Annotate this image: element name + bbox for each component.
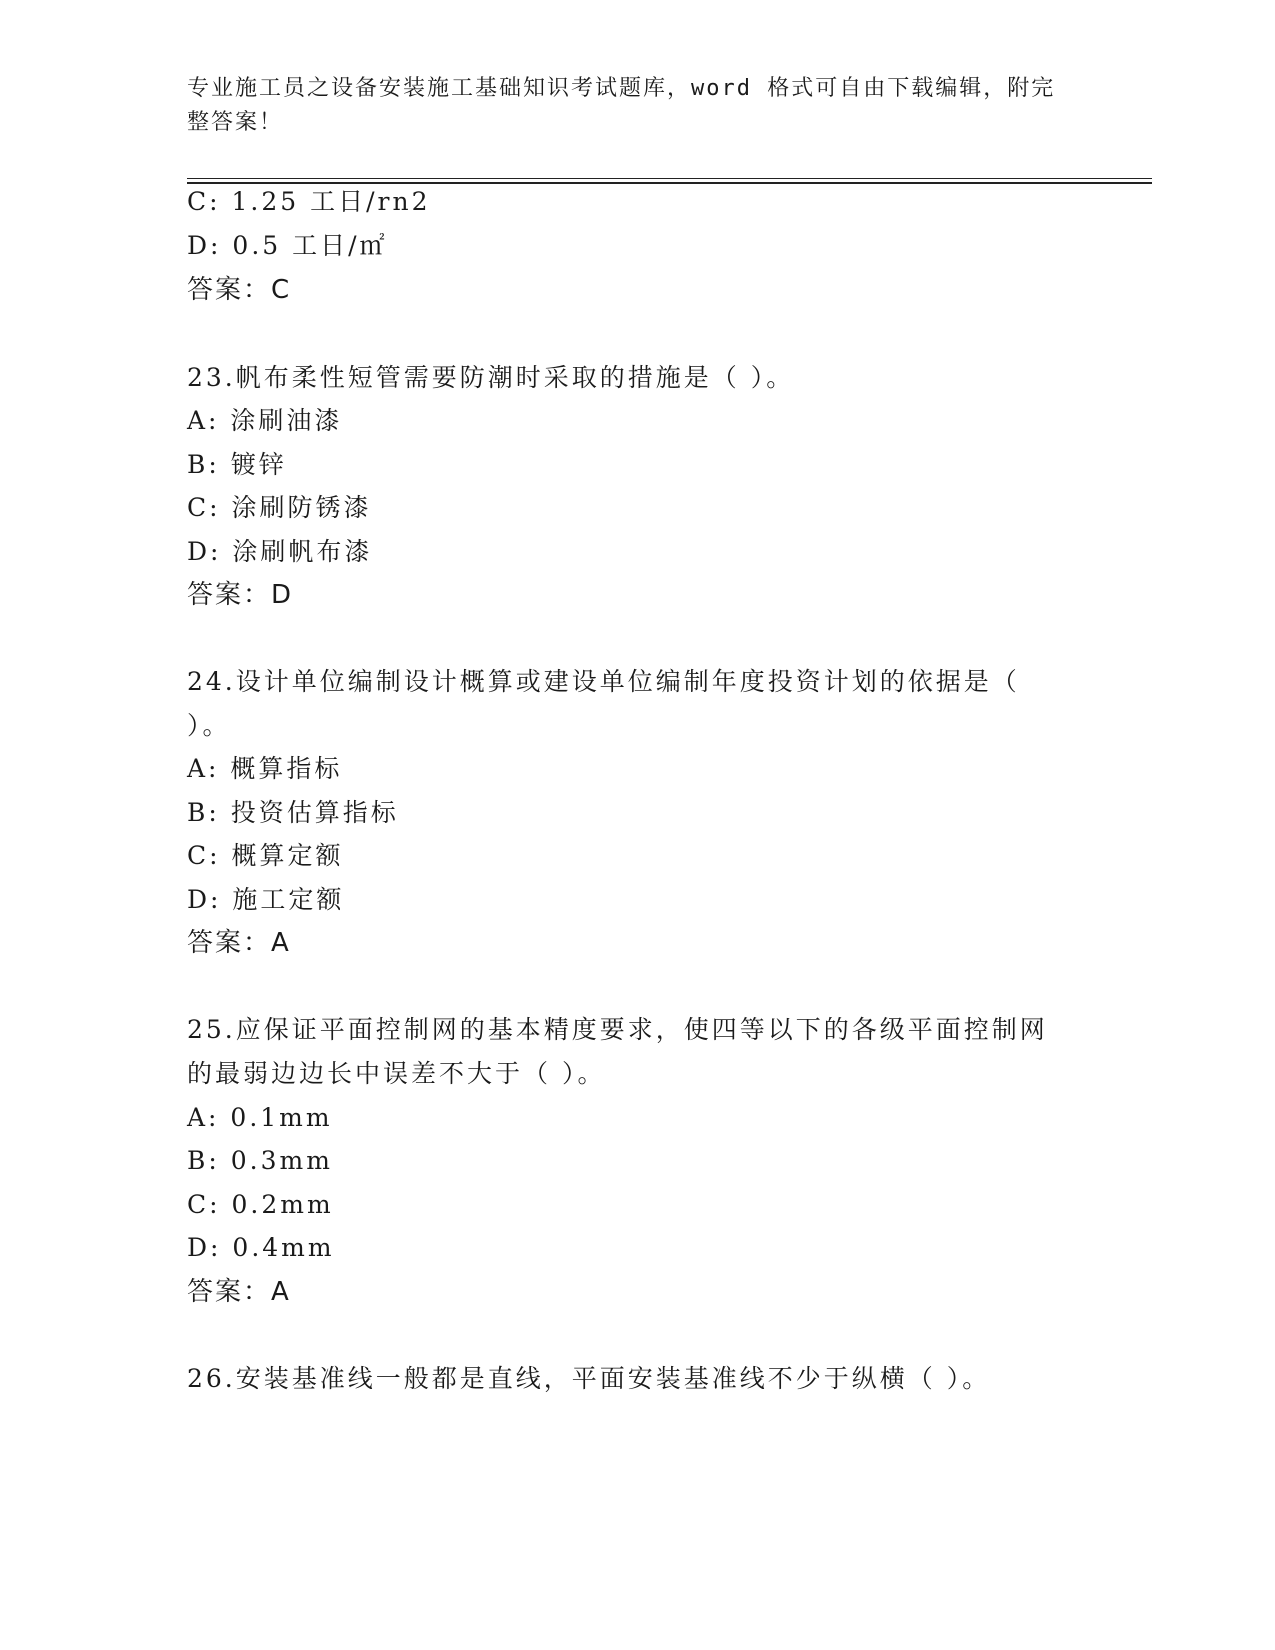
question-stem: 25.应保证平面控制网的基本精度要求，使四等以下的各级平面控制网 [187,1015,1048,1044]
header-divider-thick [187,182,1152,184]
option-c: C: 0.2mm [187,1190,334,1219]
option-a: A: 概算指标 [187,754,343,783]
question-stem: 24.设计单位编制设计概算或建设单位编制年度投资计划的依据是（ [187,667,1020,696]
option-b: B: 0.3mm [187,1146,333,1175]
question-stem: 26.安装基准线一般都是直线，平面安装基准线不少于纵横（ ）。 [187,1364,991,1393]
question-stem: 23.帆布柔性短管需要防潮时采取的措施是（ ）。 [187,363,795,392]
option-d: D: 涂刷帆布漆 [187,537,373,566]
option-d: D: 0.5 工日/㎡ [187,231,388,260]
option-b: B: 投资估算指标 [187,798,399,827]
option-d: D: 施工定额 [187,885,345,914]
option-c: C: 涂刷防锈漆 [187,493,372,522]
answer-line: 答案：D [187,580,294,610]
answer-line: 答案：A [187,1277,291,1307]
option-a: A: 涂刷油漆 [187,406,343,435]
option-b: B: 镀锌 [187,450,287,479]
answer-line: 答案：C [187,275,292,305]
option-c: C: 1.25 工日/rn2 [187,187,431,216]
option-d: D: 0.4mm [187,1233,335,1262]
option-a: A: 0.1mm [187,1103,333,1132]
option-c: C: 概算定额 [187,841,344,870]
header-divider [187,178,1152,179]
question-stem-continued: 的最弱边边长中误差不大于（ ）。 [187,1059,606,1088]
document-header: 专业施工员之设备安装施工基础知识考试题库，word 格式可自由下载编辑，附完整答案！ [187,76,1056,135]
question-stem-continued: ）。 [187,711,231,740]
answer-line: 答案：A [187,928,291,958]
